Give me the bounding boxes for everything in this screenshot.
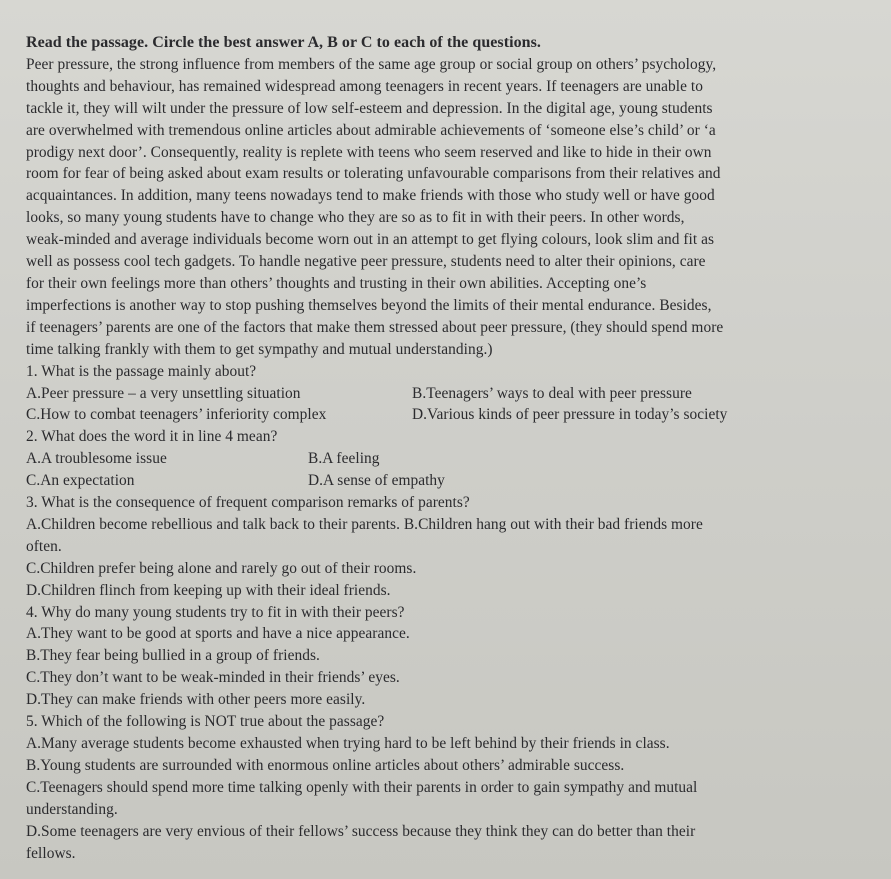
option-d[interactable]: D.They can make friends with other peers more easily. [26,691,366,709]
option-c[interactable]: C.An expectation [26,472,135,490]
passage-line: Peer pressure, the strong influence from members of the same age group or social group on others’ psychology, [26,55,717,73]
option-ab[interactable]: A.Children become rebellious and talk back to their parents. B.Children hang out with their bad friends more [26,515,703,533]
option-b[interactable]: B.Teenagers’ ways to deal with peer pressure [412,384,692,402]
option-a[interactable]: A.Peer pressure – a very unsettling situation [26,384,301,402]
passage-line: room for fear of being asked about exam results or tolerating unfavourable comparisons from their relatives and [26,165,721,183]
option-a[interactable]: A.Many average students become exhausted when trying hard to be left behind by their friends in class. [26,735,670,752]
option-a[interactable]: A.A troublesome issue [26,450,167,468]
question-4 [26,602,869,712]
question-5 [26,711,869,864]
instruction-heading: Read the passage. Circle the best answer A, B or C to each of the questions. [26,34,541,51]
passage-line: acquaintances. In addition, many teens nowadays tend to make friends with those who study well or have good [26,187,715,205]
option-row [26,448,869,470]
option-row [26,404,869,426]
option-b-continued[interactable]: often. [26,537,62,555]
option-d-continued[interactable]: fellows. [26,844,76,862]
option-d[interactable]: D.Various kinds of peer pressure in today’s society [412,406,728,424]
passage-line: well as possess cool tech gadgets. To handle negative peer pressure, students need to alter their opinions, care [26,253,706,271]
option-row [26,383,869,405]
option-b[interactable]: B.Young students are surrounded with enormous online articles about others’ admirable success. [26,756,625,774]
option-b[interactable]: B.They fear being bullied in a group of friends. [26,647,320,665]
passage-line: weak-minded and average individuals become worn out in an attempt to get flying colours, look slim and fit as [26,231,715,249]
passage-line: looks, so many young students have to change who they are so as to fit in with their peers. In other words, [26,209,685,227]
passage-line: are overwhelmed with tremendous online articles about admirable achievements of ‘someone else’s child’ or ‘a [26,121,716,139]
question-stem: 5. Which of the following is NOT true about the passage? [26,713,385,731]
question-stem: 1. What is the passage mainly about? [26,362,257,380]
passage-line: thoughts and behaviour, has remained widespread among teenagers in recent years. If teenagers are unable to [26,77,703,95]
passage-line: if teenagers’ parents are one of the factors that make them stressed about peer pressure, (they should spend more [26,318,724,336]
option-row [26,470,869,492]
option-d[interactable]: D.Some teenagers are very envious of their fellows’ success because they think they can do better than their [26,822,696,840]
option-c[interactable]: C.Teenagers should spend more time talking openly with their parents in order to gain sympathy and mutual [26,778,698,796]
option-d[interactable]: D.Children flinch from keeping up with their ideal friends. [26,581,391,599]
option-d[interactable]: D.A sense of empathy [308,472,445,490]
passage-line: tackle it, they will wilt under the pressure of low self-esteem and depression. In the digital age, young students [26,99,713,117]
passage-line: for their own feelings more than others’ thoughts and trusting in their own abilities. Accepting one’s [26,274,647,292]
option-b[interactable]: B.A feeling [308,450,380,468]
question-stem: 3. What is the consequence of frequent comparison remarks of parents? [26,494,470,512]
passage [26,54,869,361]
passage-line: imperfections is another way to stop pushing themselves beyond the limits of their mental endurance. Besides, [26,296,712,314]
option-c[interactable]: C.Children prefer being alone and rarely go out of their rooms. [26,559,417,577]
option-c[interactable]: C.They don’t want to be weak-minded in their friends’ eyes. [26,669,400,687]
question-3 [26,492,869,602]
question-2 [26,426,869,492]
question-stem: 4. Why do many young students try to fit in with their peers? [26,603,405,621]
option-c-continued[interactable]: understanding. [26,800,118,818]
question-stem: 2. What does the word it in line 4 mean? [26,428,278,446]
option-c[interactable]: C.How to combat teenagers’ inferiority complex [26,406,327,424]
passage-line: prodigy next door’. Consequently, reality is replete with teens who seem reserved and like to hide in their own [26,143,712,161]
passage-line: time talking frankly with them to get sympathy and mutual understanding.) [26,340,493,358]
option-a[interactable]: A.They want to be good at sports and have a nice appearance. [26,625,410,643]
question-1 [26,361,869,427]
